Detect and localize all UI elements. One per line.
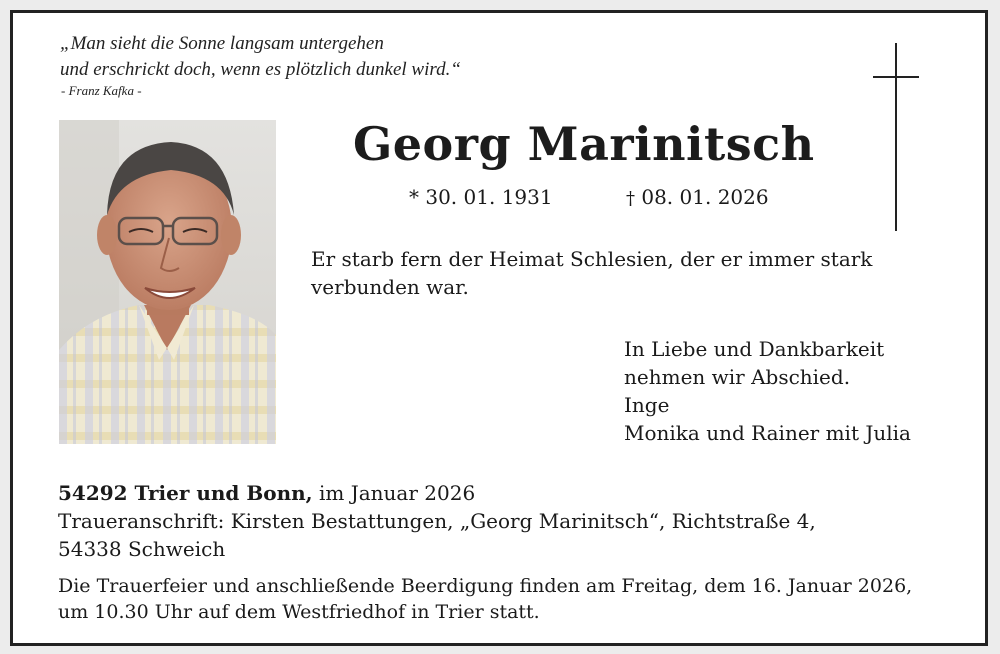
obituary-note: Er starb fern der Heimat Schlesien, der er immer stark verbunden war.: [311, 247, 873, 299]
quote-author: - Franz Kafka -: [61, 83, 142, 98]
birth-symbol: *: [409, 185, 419, 209]
family-signature: [624, 335, 911, 447]
dagger-icon: †: [626, 188, 635, 209]
birth-date-value: 30. 01. 1931: [425, 185, 553, 209]
funeral-info: [58, 573, 978, 625]
deceased-name: Georg Marinitsch: [353, 117, 815, 171]
place-date-line: [58, 479, 958, 507]
family-line-1: In Liebe und Dankbarkeit: [624, 337, 885, 361]
quote-line-2: und erschrickt doch, wenn es plötzlich dunkel wird.“: [60, 59, 461, 80]
death-date: [626, 185, 769, 209]
funeral-line-1: Die Trauerfeier und anschließende Beerdigung finden am Freitag, dem 16. Januar 2026,: [58, 575, 913, 597]
obituary-frame: [10, 10, 988, 646]
kafka-quote: [60, 31, 461, 83]
place-date: im Januar 2026: [312, 481, 476, 505]
death-date-value: 08. 01. 2026: [641, 185, 769, 209]
family-line-2: nehmen wir Abschied.: [624, 365, 851, 389]
cross-icon: [873, 43, 919, 231]
portrait-photo: [59, 120, 276, 444]
quote-line-1: „Man sieht die Sonne langsam untergehen: [60, 33, 384, 54]
family-line-4: Monika und Rainer mit Julia: [624, 421, 911, 445]
place-and-address: [58, 479, 958, 563]
portrait-photo-svg: [59, 120, 276, 444]
address-line-1: Traueranschrift: Kirsten Bestattungen, „Georg Marinitsch“, Richtstraße 4,: [58, 509, 816, 533]
birth-date: [409, 185, 553, 209]
funeral-line-2: um 10.30 Uhr auf dem Westfriedhof in Trier statt.: [58, 601, 540, 623]
place-bold: 54292 Trier und Bonn,: [58, 481, 313, 505]
address-line-2: 54338 Schweich: [58, 537, 226, 561]
family-line-3: Inge: [624, 393, 670, 417]
